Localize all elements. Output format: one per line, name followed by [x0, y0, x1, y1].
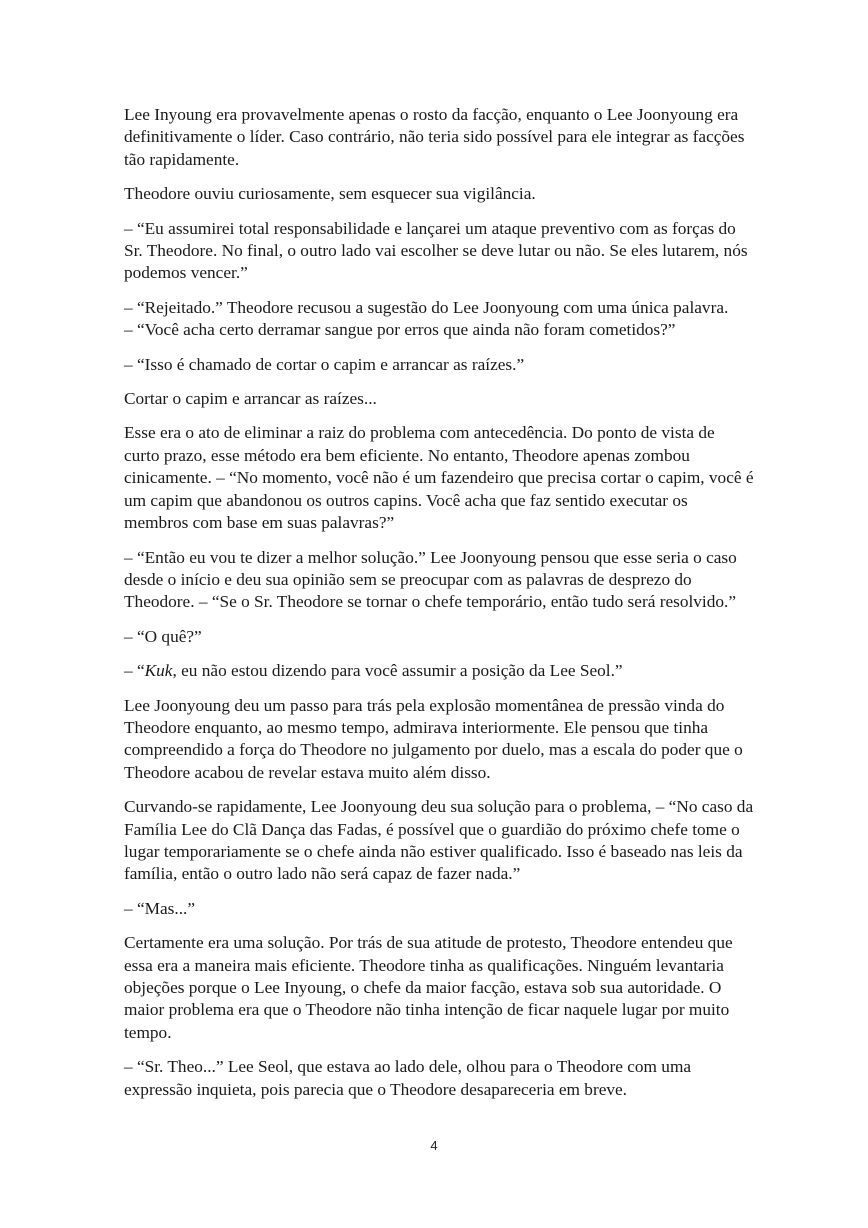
paragraph: [124, 660, 754, 682]
paragraph: Lee Inyoung era provavelmente apenas o rosto da facção, enquanto o Lee Joonyoung era definitivamente o líder. Caso contrário, não teria sido possível para ele integrar as facções tão rapidamente.: [124, 105, 745, 169]
dialogue-suffix: , eu não estou dizendo para você assumir a posição da Lee Seol.”: [172, 661, 623, 681]
paragraph: – “Rejeitado.” Theodore recusou a sugestão do Lee Joonyoung com uma única palavra.: [124, 297, 729, 317]
paragraph: – “Eu assumirei total responsabilidade e lançarei um ataque preventivo com as forças do Sr. Theodore. No final, o outro lado vai escolher se deve lutar ou não. Se eles lutarem, nós podemos vencer.”: [124, 218, 748, 283]
paragraph: – “Sr. Theo...” Lee Seol, que estava ao lado dele, olhou para o Theodore com uma expressão inquieta, pois parecia que o Theodore desapareceria em breve.: [124, 1057, 692, 1099]
paragraph: – “Você acha certo derramar sangue por erros que ainda não foram cometidos?”: [124, 320, 676, 340]
paragraph: Cortar o capim e arrancar as raízes...: [124, 389, 377, 409]
page-number: 4: [430, 1138, 438, 1153]
paragraph: – “Isso é chamado de cortar o capim e arrancar as raízes.”: [124, 354, 525, 374]
paragraph: Esse era o ato de eliminar a raiz do problema com antecedência. Do ponto de vista de curto prazo, esse método era bem eficiente. No entanto, Theodore apenas zombou cinicamente. – “No momento, você não é um fazendeiro que precisa cortar o capim, você é um capim que abandonou os outros capins. Você acha que faz sentido executar os membros com base em suas palavras?”: [124, 423, 754, 533]
italic-word: Kuk: [144, 661, 173, 681]
paragraph: – “Mas...”: [124, 898, 196, 918]
paragraph: Curvando-se rapidamente, Lee Joonyoung deu sua solução para o problema, – “No caso da Família Lee do Clã Dança das Fadas, é possível que o guardião do próximo chefe tome o lugar temporariamente se o chefe ainda não estiver qualificado. Isso é baseado nas leis da família, então o outro lado não será capaz de fazer nada.”: [124, 797, 754, 884]
paragraph: Theodore ouviu curiosamente, sem esquecer sua vigilância.: [124, 184, 536, 204]
paragraph: Certamente era uma solução. Por trás de sua atitude de protesto, Theodore entendeu que essa era a maneira mais eficiente. Theodore tinha as qualificações. Ninguém levantaria objeções porque o Lee Inyoung, o chefe da maior facção, estava sob sua autoridade. O maior problema era que o Theodore não tinha intenção de ficar naquele lugar por muito tempo.: [124, 933, 733, 1042]
paragraph: Lee Joonyoung deu um passo para trás pela explosão momentânea de pressão vinda do Theodore enquanto, ao mesmo tempo, admirava interiormente. Ele pensou que tinha compreendido a força do Theodore no julgamento por duelo, mas a escala do poder que o Theodore acabou de revelar estava muito além disso.: [124, 695, 743, 782]
body-text: [124, 104, 754, 1113]
dialogue-prefix: – “: [124, 661, 145, 681]
paragraph: – “Então eu vou te dizer a melhor solução.” Lee Joonyoung pensou que esse seria o caso desde o início e deu sua opinião sem se preocupar com as palavras de desprezo do Theodore. – “Se o Sr. Theodore se tornar o chefe temporário, então tudo será resolvido.”: [124, 547, 737, 612]
paragraph: – “O quê?”: [124, 626, 202, 646]
